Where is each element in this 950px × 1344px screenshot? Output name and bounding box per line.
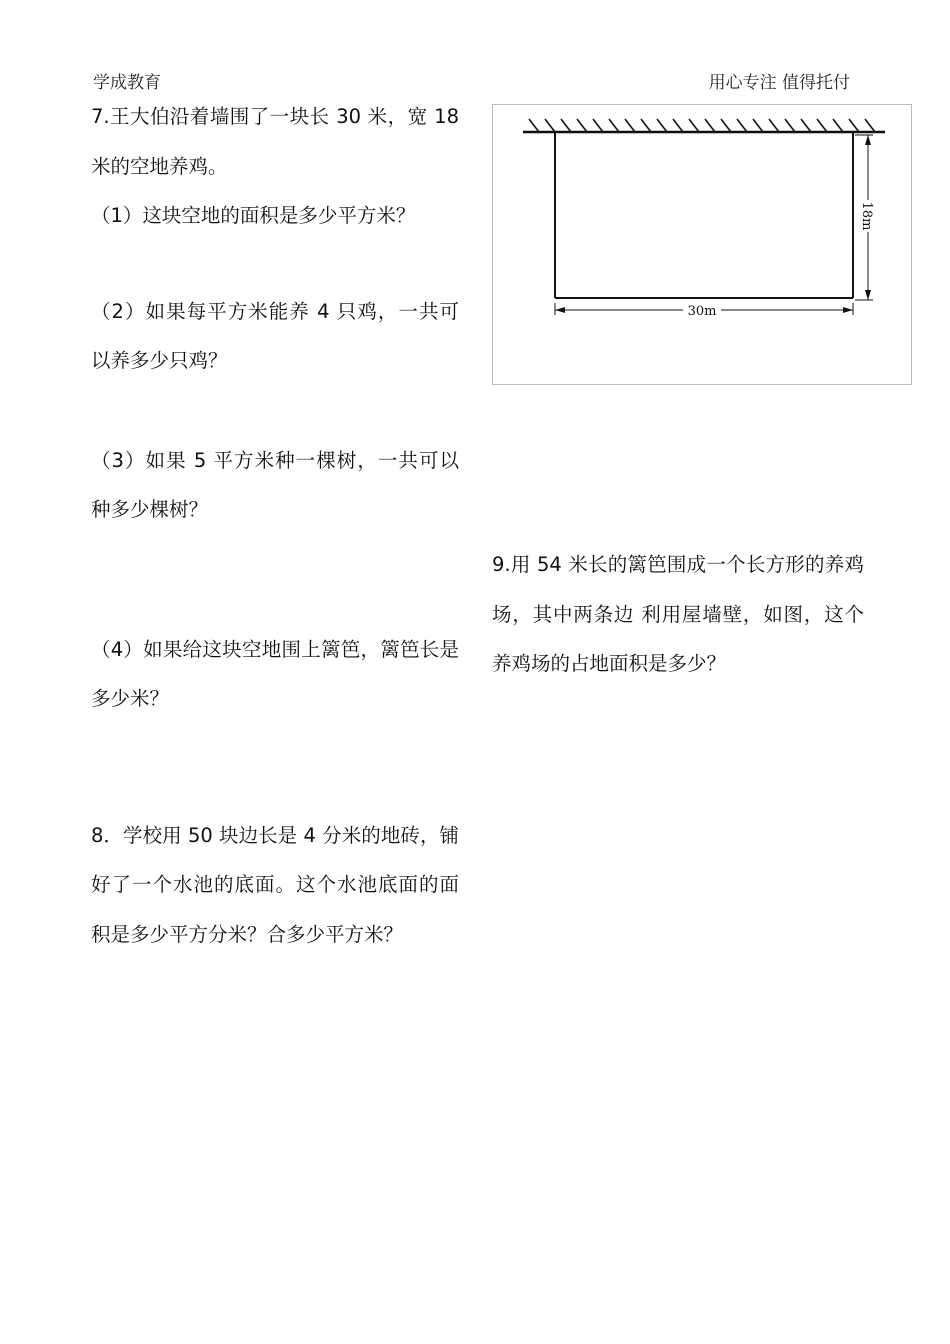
figure-drawing — [493, 105, 911, 384]
right-column — [492, 540, 864, 689]
problem-7-question-2: （2）如果每平方米能养 4 只鸡，一共可以养多少只鸡？ — [91, 299, 459, 372]
wall-hatch-mark — [737, 119, 747, 132]
wall-hatch-mark — [801, 119, 811, 132]
wall-hatch-mark — [561, 119, 571, 132]
wall-hatch-mark — [577, 119, 587, 132]
width-label: 30m — [687, 304, 717, 319]
wall-hatch-mark — [721, 119, 731, 132]
height-label: 18m — [859, 201, 874, 231]
problem-8-text: 8．学校用 50 块边长是 4 分米的地砖，铺好了一个水池的底面。这个水池底面的面积是多少平方分米？合多少平方米？ — [91, 823, 459, 946]
width-arrow-right — [843, 307, 853, 313]
wall-hatch-mark — [657, 119, 667, 132]
width-arrow-left — [555, 307, 565, 313]
problem-7-question-3: （3）如果 5 平方米种一棵树，一共可以种多少棵树？ — [91, 448, 459, 521]
problem-9-text: 9.用 54 米长的篱笆围成一个长方形的养鸡场，其中两条边 利用屋墙壁，如图，这个养鸡场的占地面积是多少？ — [492, 553, 864, 675]
wall-hatch-mark — [673, 119, 683, 132]
problem-7-intro: 7.王大伯沿着墙围了一块长 30 米，宽 18 米的空地养鸡。 — [91, 105, 459, 178]
wall-hatch-mark — [593, 119, 603, 132]
wall-hatch-mark — [849, 119, 859, 132]
wall-hatch-mark — [545, 119, 555, 132]
wall-hatch-mark — [609, 119, 619, 132]
wall-rectangle-figure — [492, 104, 912, 385]
wall-hatch-mark — [529, 119, 539, 132]
wall-hatching — [529, 119, 875, 132]
wall-hatch-mark — [817, 119, 827, 132]
left-column — [91, 92, 459, 959]
wall-hatch-mark — [769, 119, 779, 132]
wall-hatch-mark — [865, 119, 875, 132]
wall-hatch-mark — [641, 119, 651, 132]
wall-hatch-mark — [705, 119, 715, 132]
header-right-slogan: 用心专注 值得托付 — [708, 73, 850, 93]
height-arrow-bottom — [865, 290, 871, 300]
height-arrow-top — [865, 135, 871, 145]
problem-7-question-4: （4）如果给这块空地围上篱笆，篱笆长是多少米？ — [91, 637, 459, 710]
wall-hatch-mark — [625, 119, 635, 132]
wall-hatch-mark — [785, 119, 795, 132]
wall-hatch-mark — [689, 119, 699, 132]
problem-7-question-1: （1）这块空地的面积是多少平方米？ — [91, 204, 416, 227]
wall-hatch-mark — [833, 119, 843, 132]
wall-hatch-mark — [753, 119, 763, 132]
header-left-brand: 学成教育 — [93, 73, 161, 93]
